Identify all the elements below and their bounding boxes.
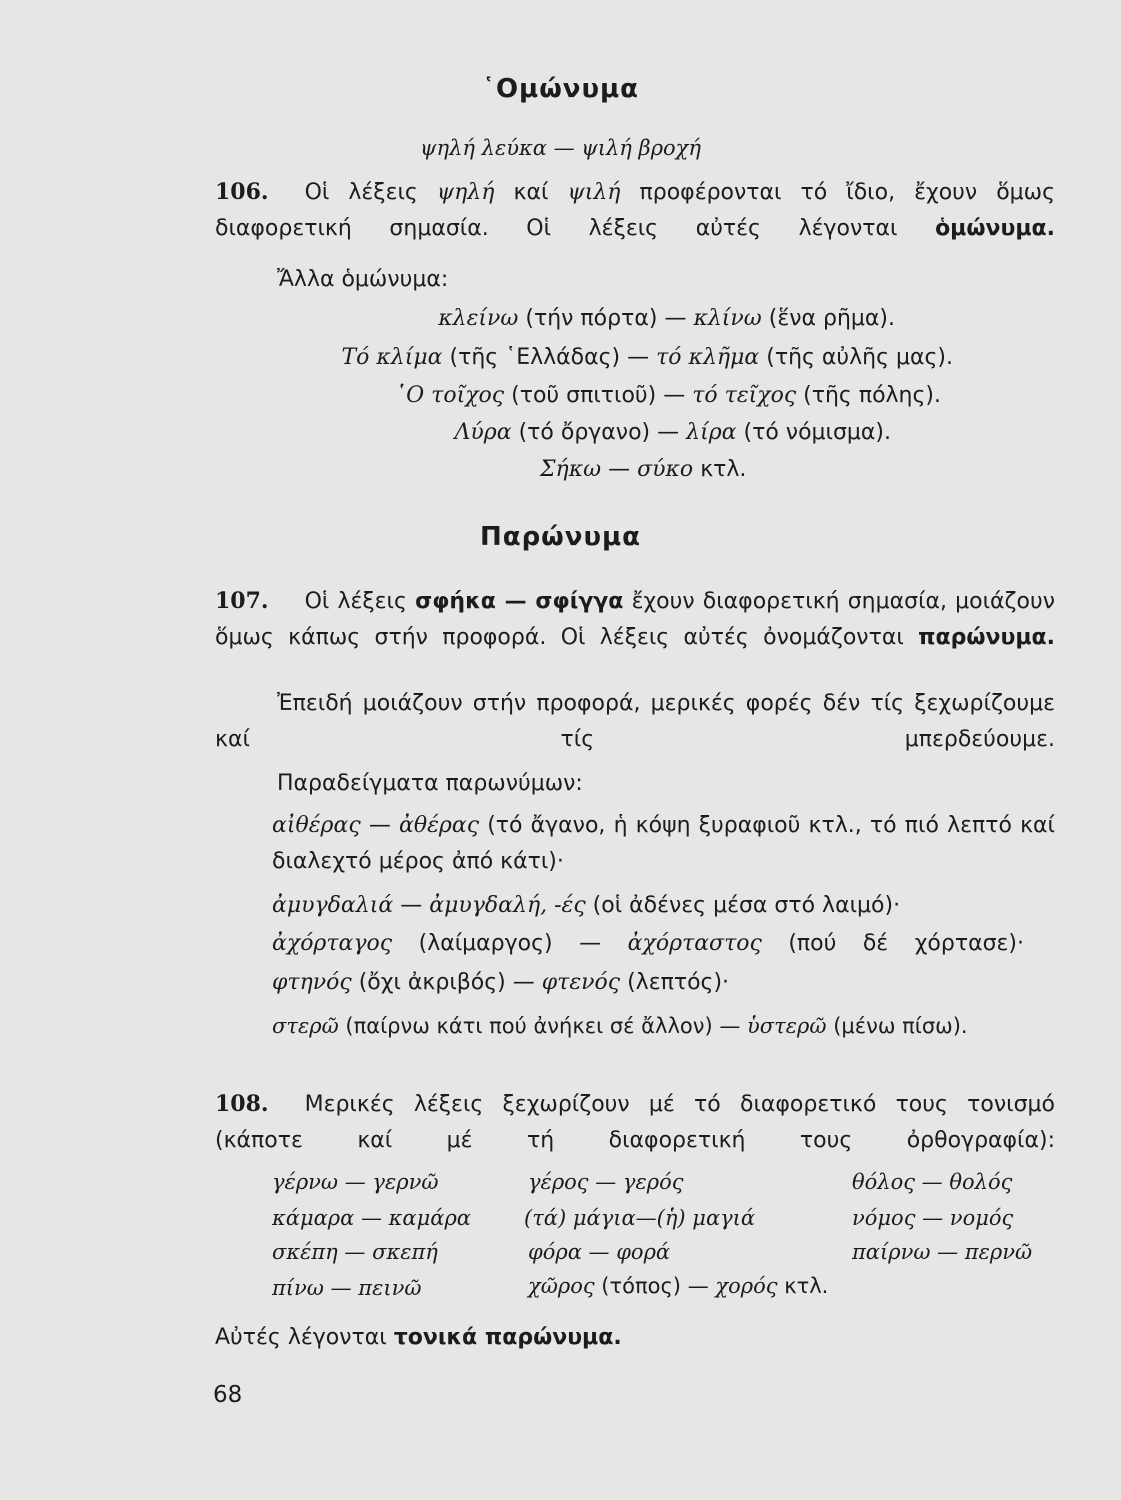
paragraph-number: 106.	[215, 179, 269, 205]
homonym-example: Σήκω — σύκο κτλ.	[540, 457, 747, 482]
page-number: 68	[213, 1382, 243, 1408]
paragraph-107-continued: Ἐπειδή μοιάζουν στήν προφορά, μερικές φορές δέν τίς ξεχωρίζουμε καί τίς μπερδεύουμε.	[215, 691, 1055, 752]
paronym-example: αἰθέρας — ἀθέρας (τό ἄγανο, ἡ κόψη ξυραφιοῦ κτλ., τό πιό λεπτό καί διαλεχτό μέρος ἀπό κάτι)·	[272, 813, 1055, 874]
homonyms-example-pair: ψηλή λεύκα — ψιλή βροχή	[420, 136, 701, 160]
closing-sentence: Αὐτές λέγονται τονικά παρώνυμα.	[215, 1325, 622, 1350]
other-homonyms-label: Ἄλλα ὁμώνυμα:	[277, 267, 449, 292]
paragraph-107: 107. Οἱ λέξεις σφήκα — σφίγγα ἔχουν διαφορετική σημασία, μοιάζουν ὅμως κάπως στήν προφορά. Οἱ λέξεις αὐτές ὀνομάζονται παρώνυμα.	[215, 588, 1055, 650]
paronym-example: φτηνός (ὄχι ἀκριβός) — φτενός (λεπτός)·	[272, 970, 730, 995]
homonym-example: Τό κλίμα (τῆς ῾Ελλάδας) — τό κλῆμα (τῆς αὐλῆς μας).	[341, 345, 953, 370]
term-paronyms: παρώνυμα.	[918, 625, 1055, 650]
paragraph-106: 106. Οἱ λέξεις ψηλή καί ψιλή προφέρονται τό ἴδιο, ἔχουν ὅμως διαφορετική σημασία. Οἱ λέξεις αὐτές λέγονται ὁμώνυμα.	[215, 179, 1056, 241]
homonym-example: ῾Ο τοῖχος (τοῦ σπιτιοῦ) — τό τεῖχος (τῆς πόλης).	[395, 383, 941, 408]
term-homonyms: ὁμώνυμα.	[935, 216, 1055, 241]
stress-pair: πίνω — πεινῶ	[272, 1276, 422, 1300]
paronym-example: στερῶ (παίρνω κάτι πού ἀνήκει σέ ἄλλον) — ὑστερῶ (μένω πίσω).	[272, 1014, 968, 1038]
stress-pair: θόλος — θολός	[852, 1170, 1013, 1194]
stress-pair: χῶρος (τόπος) — χορός κτλ.	[528, 1274, 829, 1298]
paronyms-heading: Παρώνυμα	[479, 522, 642, 552]
stress-pair: παίρνω — περνῶ	[852, 1240, 1033, 1264]
paronym-examples-label: Παραδείγματα παρωνύμων:	[277, 771, 583, 796]
stress-pair: γέρος — γερός	[528, 1170, 684, 1194]
paragraph-number: 107.	[215, 588, 269, 614]
stress-pair: σκέπη — σκεπή	[272, 1240, 438, 1264]
paragraph-number: 108.	[215, 1091, 269, 1117]
homonyms-heading: ῾Ομώνυμα	[481, 74, 640, 104]
homonym-example: Λύρα (τό ὄργανο) — λίρα (τό νόμισμα).	[454, 420, 891, 445]
paronym-example: ἀχόρταγος (λαίμαργος) — ἀχόρταστος (πού δέ χόρτασε)·	[272, 931, 1025, 956]
stress-pair: νόμος — νομός	[852, 1206, 1014, 1230]
stress-pair: φόρα — φορά	[528, 1240, 671, 1264]
paronym-example: ἀμυγδαλιά — ἀμυγδαλή, -ές (οἱ ἀδένες μέσα στό λαιμό)·	[272, 893, 901, 918]
stress-pair: (τά) μάγια—(ἡ) μαγιά	[524, 1206, 756, 1230]
homonym-example: κλείνω (τήν πόρτα) — κλίνω (ἕνα ρῆμα).	[438, 306, 895, 331]
term-tonic-paronyms: τονικά παρώνυμα.	[393, 1325, 622, 1350]
stress-pair: κάμαρα — καμάρα	[272, 1206, 471, 1230]
stress-pair: γέρνω — γερνῶ	[272, 1170, 439, 1194]
paragraph-108: 108. Μερικές λέξεις ξεχωρίζουν μέ τό διαφορετικό τους τονισμό (κάποτε καί μέ τή διαφορετική τους ὀρθογραφία):	[215, 1091, 1055, 1153]
